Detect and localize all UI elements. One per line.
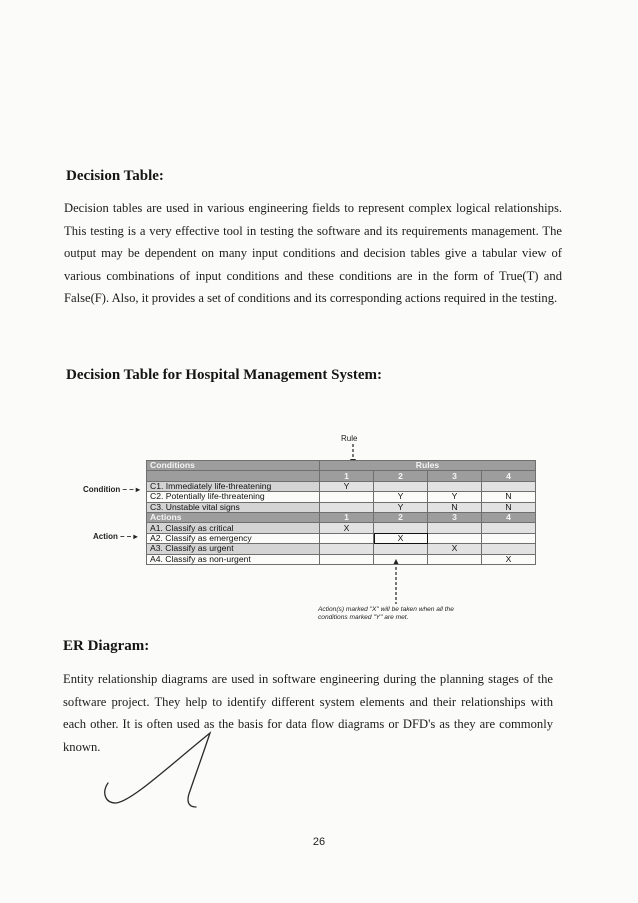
rules-header: Rules bbox=[320, 461, 536, 471]
action-cell bbox=[374, 554, 428, 564]
action-label-a4: A4. Classify as non-urgent bbox=[147, 554, 320, 564]
hms-decision-table-heading: Decision Table for Hospital Management System: bbox=[66, 367, 382, 383]
action-label: Action – – ▸ bbox=[93, 532, 138, 541]
condition-cell: Y bbox=[374, 492, 428, 502]
condition-cell: Y bbox=[320, 481, 374, 491]
action-label-a3: A3. Classify as urgent bbox=[147, 544, 320, 554]
condition-cell bbox=[320, 492, 374, 502]
action-cell: X bbox=[320, 523, 374, 533]
action-cell: X bbox=[428, 544, 482, 554]
rule-number-header-spacer bbox=[147, 471, 320, 481]
action-cell bbox=[482, 533, 536, 543]
action-cell-highlighted: X bbox=[374, 533, 428, 543]
rule-number: 3 bbox=[428, 471, 482, 481]
condition-cell: N bbox=[482, 502, 536, 512]
rule-number: 1 bbox=[320, 471, 374, 481]
condition-label-c2: C2. Potentially life-threatening bbox=[147, 492, 320, 502]
action-cell bbox=[428, 523, 482, 533]
condition-cell bbox=[320, 502, 374, 512]
handwritten-signature bbox=[98, 727, 228, 817]
action-cell bbox=[374, 523, 428, 533]
action-cell bbox=[320, 533, 374, 543]
action-cell bbox=[374, 544, 428, 554]
er-diagram-paragraph: Entity relationship diagrams are used in software engineering during the planning stages of the software project. They help to identify different system elements and their relationships with each other. It is often used as the basis for data flow diagrams or DFD's as they are commonly known. bbox=[63, 672, 553, 754]
action-cell bbox=[320, 554, 374, 564]
decision-table-paragraph: Decision tables are used in various engineering fields to represent complex logical relationships. This testing is a very effective tool in testing the software and its requirements management. The output may be dependent on many input conditions and decision tables give a tabular view of various combinations of input conditions and these conditions are in the form of True(T) and False(F). Also, it provides a set of conditions and its corresponding actions required in the testing. bbox=[64, 201, 562, 305]
action-cell bbox=[482, 544, 536, 554]
rule-number: 2 bbox=[374, 471, 428, 481]
rule-number: 4 bbox=[482, 471, 536, 481]
condition-cell bbox=[482, 481, 536, 491]
rule-number: 3 bbox=[428, 512, 482, 522]
rule-number: 4 bbox=[482, 512, 536, 522]
action-cell bbox=[482, 523, 536, 533]
condition-cell: Y bbox=[374, 502, 428, 512]
rule-number: 2 bbox=[374, 512, 428, 522]
rule-number: 1 bbox=[320, 512, 374, 522]
condition-cell: N bbox=[482, 492, 536, 502]
condition-label-c1: C1. Immediately life-threatening bbox=[147, 481, 320, 491]
condition-cell: N bbox=[428, 502, 482, 512]
decision-table-heading: Decision Table: bbox=[66, 168, 164, 184]
condition-cell: Y bbox=[428, 492, 482, 502]
decision-table bbox=[146, 460, 536, 565]
page-number: 26 bbox=[312, 836, 326, 848]
rule-label: Rule bbox=[341, 434, 358, 443]
condition-cell bbox=[374, 481, 428, 491]
figure-note: Action(s) marked "X" will be taken when all the conditions marked "Y" are met. bbox=[318, 606, 454, 621]
action-cell bbox=[320, 544, 374, 554]
condition-label-c3: C3. Unstable vital signs bbox=[147, 502, 320, 512]
condition-cell bbox=[428, 481, 482, 491]
er-diagram-heading: ER Diagram: bbox=[63, 638, 150, 654]
conditions-header: Conditions bbox=[147, 461, 320, 471]
actions-header: Actions bbox=[147, 512, 320, 522]
action-label-a2: A2. Classify as emergency bbox=[147, 533, 320, 543]
condition-label: Condition – – ▸ bbox=[83, 485, 140, 494]
action-label-a1: A1. Classify as critical bbox=[147, 523, 320, 533]
action-cell bbox=[428, 554, 482, 564]
action-cell bbox=[428, 533, 482, 543]
action-cell: X bbox=[482, 554, 536, 564]
